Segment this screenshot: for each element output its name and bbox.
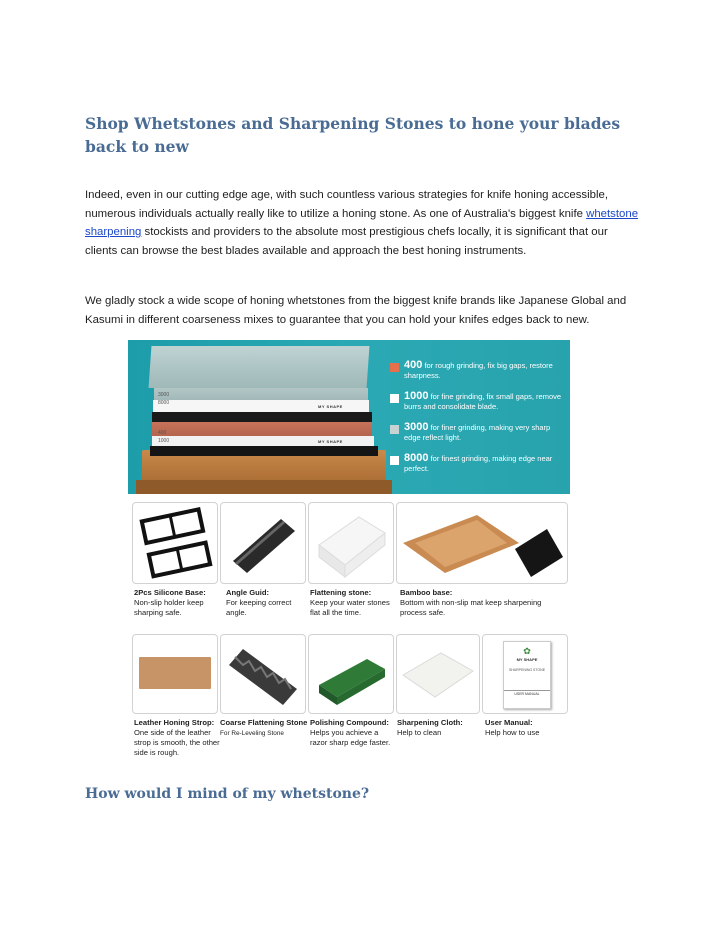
caption-polishing-compound [310,718,394,748]
caption-coarse-flattening [220,718,308,739]
leather-strop-icon [133,635,217,713]
angle-guide-icon [221,503,305,583]
silicone-base-photo [132,502,218,584]
stone-label-1000: 1000 [158,438,170,444]
legend-desc-8000: for finest grinding, making edge near perfect. [404,454,553,473]
legend-grit-400: 400 [404,359,423,371]
legend-row-1000 [390,391,565,422]
caption-title: User Manual: [485,718,533,727]
caption-title: Bamboo base: [400,588,453,597]
manual-title: SHARPENING STONE [508,668,546,672]
stock-paragraph: We gladly stock a wide scope of honing whetstones from the biggest knife brands like Japanese Global and Kasumi in different coarseness mixes to guarantee that you can hold your knifes edges back to new. [85,295,627,326]
swatch-8000 [390,456,399,465]
legend-grit-8000: 8000 [404,452,429,464]
caption-title: Flattening stone: [310,588,372,597]
caption-desc: One side of the leather strop is smooth, the other side is rough. [134,728,220,757]
coarse-flattening-stone-icon [221,635,305,713]
legend-grit-3000: 3000 [404,421,429,433]
legend-text-400 [404,360,564,381]
grit-legend [390,360,565,484]
angle-guide-photo [220,502,306,584]
image-fade [128,764,570,772]
caption-desc: For keeping correct angle. [226,598,292,617]
polishing-compound-photo [308,634,394,714]
caption-title: Angle Guid: [226,588,270,597]
swatch-1000 [390,394,399,403]
legend-text-1000 [404,391,564,412]
legend-text-3000 [404,422,564,443]
intro-paragraph [85,186,640,260]
legend-row-8000 [390,453,565,484]
legend-text-8000 [404,453,564,474]
legend-row-3000 [390,422,565,453]
caption-desc: Helps you achieve a razor sharp edge faster. [310,728,391,747]
caption-desc: Non-slip holder keep sharping safe. [134,598,204,617]
caption-desc: Keep your water stones flat all the time. [310,598,390,617]
manual-booklet [503,641,551,709]
manual-logo-icon: ✿ [523,646,531,656]
brand-logo-bottom: MY SHAPE [318,439,343,444]
caption-flattening-stone [310,588,398,618]
manual-footer: USER MANUAL [504,690,550,696]
caption-desc: Help to clean [397,728,442,737]
caption-user-manual [485,718,567,738]
stone-label-8000: 8000 [158,400,170,406]
main-heading: Shop Whetstones and Sharpening Stones to hone your blades back to new [85,114,621,156]
swatch-3000 [390,425,399,434]
legend-desc-1000: for fine grinding, fix small gaps, remove burrs and consolidate blade. [404,392,562,411]
caption-title: Polishing Compound: [310,718,389,727]
caption-leather-strop [134,718,220,758]
polishing-compound-icon [309,635,393,713]
legend-grit-1000: 1000 [404,390,429,402]
caption-silicone-base [134,588,220,618]
legend-row-400 [390,360,565,391]
legend-desc-3000: for finer grinding, making very sharp edge reflect light. [404,423,551,442]
whetstone-sharpening-link[interactable]: whetstone sharpening [85,207,639,239]
caption-desc: Help how to use [485,728,540,737]
secondary-heading: How would I mind of my whetstone? [85,786,370,802]
whetstone-banner-image [128,340,570,494]
caption-sharpening-cloth [397,718,483,738]
grey-stone [149,346,370,388]
caption-bamboo-base [400,588,562,618]
brand-logo-top: MY SHAPE [318,404,343,409]
rubber-base-bottom [150,446,378,456]
caption-desc: For Re-Leveling Stone [220,730,284,737]
silicone-base-icon [133,503,217,583]
bamboo-base-icon [397,503,567,583]
swatch-400 [390,363,399,372]
intro-text-before: Indeed, even in our cutting edge age, with such countless various strategies for knife honing accessible, numerous individuals actually really like to utilize a honing stone. As one of Australia's biggest knife [85,189,609,220]
intro-text-after: stockists and providers to the absolute most prestigious chefs locally, it is significant that our clients can browse the best blades available and approach the best honing instruments. [85,226,608,257]
sharpening-cloth-icon [397,635,479,713]
caption-title: Sharpening Cloth: [397,718,463,727]
caption-desc: Bottom with non-slip mat keep sharpening process safe. [400,598,542,617]
manual-brand: MY SHAPE [516,657,538,662]
sharpening-cloth-photo [396,634,480,714]
caption-title: Coarse Flattening Stone [220,718,308,727]
caption-angle-guide [226,588,306,618]
caption-title: 2Pcs Silicone Base: [134,588,206,597]
flattening-stone-icon [309,503,393,583]
flattening-stone-photo [308,502,394,584]
stone-label-3000: 3000 [158,392,170,398]
bamboo-edge [136,480,392,494]
bamboo-base-photo [396,502,568,584]
stone-label-400: 400 [158,430,167,436]
leather-strop-photo [132,634,218,714]
caption-title: Leather Honing Strop: [134,718,215,727]
coarse-flattening-stone-photo [220,634,306,714]
legend-desc-400: for rough grinding, fix big gaps, restore sharpness. [404,361,553,380]
user-manual-photo [482,634,568,714]
rubber-base-top [152,412,372,422]
